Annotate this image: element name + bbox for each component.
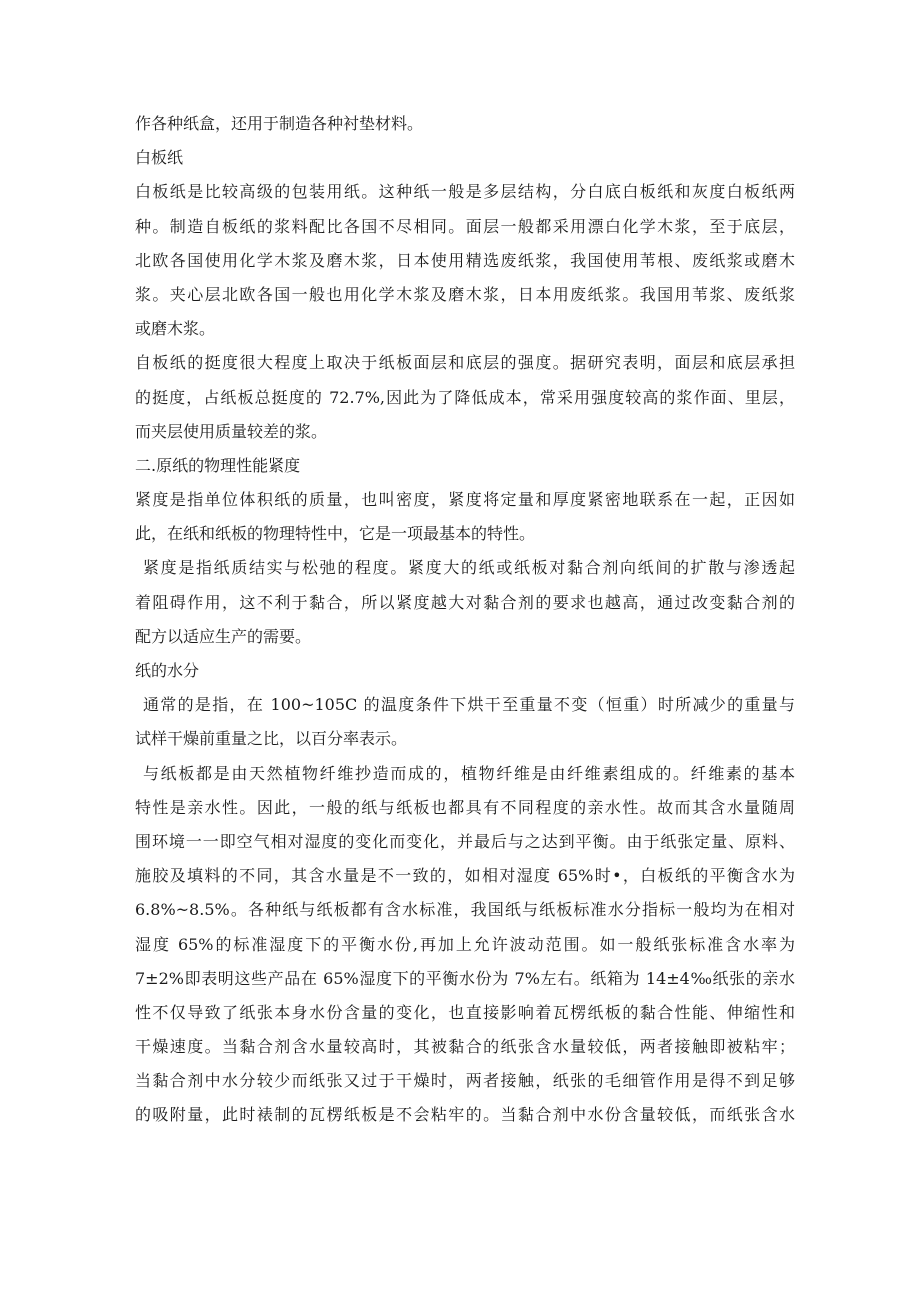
text-line: 或磨木浆。 bbox=[135, 319, 216, 339]
text-line: 性不仅导致了纸张本身水份含量的变化，也直接影响着瓦楞纸板的黏合性能、伸缩性和 bbox=[135, 1002, 795, 1022]
text-line: 紧度是指纸质结实与松弛的程度。紧度大的纸或纸板对黏合剂向纸间的扩散与渗透起 bbox=[143, 558, 795, 578]
text-line: 着阻碍作用，这不利于黏合，所以紧度越大对黏合剂的要求也越高，通过改变黏合剂的 bbox=[135, 592, 795, 612]
text-line: 作各种纸盒，还用于制造各种衬垫材料。 bbox=[135, 114, 424, 133]
text-line: 6.8%~8.5%。各种纸与纸板都有含水标准，我国纸与纸板标准水分指标一般均为在相对 bbox=[135, 900, 795, 920]
text-line: 当黏合剂中水分较少而纸张又过于干燥时，两者接触，纸张的毛细管作用是得不到足够 bbox=[135, 1071, 795, 1091]
text-line: 北欧各国使用化学木浆及磨木浆，日本使用精选废纸浆，我国使用苇根、废纸浆或磨木 bbox=[135, 250, 795, 270]
section-heading: 白板纸 bbox=[135, 148, 184, 168]
section-heading: 二.原纸的物理性能紧度 bbox=[135, 455, 301, 475]
text-line: 而夹层使用质量较差的浆。 bbox=[135, 421, 328, 441]
text-line: 干燥速度。当黏合剂含水量较高时，其被黏合的纸张含水量较低，两者接触即被粘牢； bbox=[135, 1037, 795, 1057]
text-line: 通常的是指，在 100~105C 的温度条件下烘干至重量不变（恒重）时所减少的重量与 bbox=[143, 695, 795, 715]
text-line: 白板纸是比较高级的包装用纸。这种纸一般是多层结构，分白底白板纸和灰度白板纸两 bbox=[135, 182, 795, 202]
text-line: 与纸板都是由天然植物纤维抄造而成的，植物纤维是由纤维素组成的。纤维素的基本 bbox=[143, 763, 795, 783]
text-line: 特性是亲水性。因此，一般的纸与纸板也都具有不同程度的亲水性。故而其含水量随周 bbox=[135, 797, 795, 817]
text-line: 的吸附量，此时裱制的瓦楞纸板是不会粘牢的。当黏合剂中水份含量较低，而纸张含水 bbox=[135, 1105, 795, 1125]
text-line: 种。制造自板纸的浆料配比各国不尽相同。面层一般都采用漂白化学木浆，至于底层， bbox=[135, 216, 795, 236]
body-text bbox=[135, 107, 795, 1133]
text-line: 试样干燥前重量之比，以百分率表示。 bbox=[135, 729, 408, 749]
text-line: 自板纸的挺度很大程度上取决于纸板面层和底层的强度。据研究表明，面层和底层承担 bbox=[135, 353, 795, 373]
text-line: 浆。夹心层北欧各国一般也用化学木浆及磨木浆，日本用废纸浆。我国用苇浆、废纸浆 bbox=[135, 284, 795, 304]
text-line: 围环境一一即空气相对湿度的变化而变化，并最后与之达到平衡。由于纸张定量、原料、 bbox=[135, 831, 795, 851]
text-line: 湿度 65%的标准湿度下的平衡水份,再加上允许波动范围。如一般纸张标准含水率为 bbox=[135, 934, 795, 954]
text-line: 的挺度，占纸板总挺度的 72.7%,因此为了降低成本，常采用强度较高的浆作面、里层， bbox=[135, 387, 795, 407]
section-heading: 纸的水分 bbox=[135, 661, 200, 680]
text-line: 此，在纸和纸板的物理特性中，它是一项最基本的特性。 bbox=[135, 524, 536, 544]
text-line: 配方以适应生产的需要。 bbox=[135, 626, 312, 646]
text-line: 施胶及填料的不同，其含水量是不一致的，如相对湿度 65%时•，白板纸的平衡含水为 bbox=[135, 866, 795, 886]
text-line: 紧度是指单位体积纸的质量，也叫密度，紧度将定量和厚度紧密地联系在一起，正因如 bbox=[135, 490, 795, 510]
text-line: 7±2%即表明这些产品在 65%湿度下的平衡水份为 7%左右。纸箱为 14±4‰纸张的亲水 bbox=[135, 968, 795, 988]
